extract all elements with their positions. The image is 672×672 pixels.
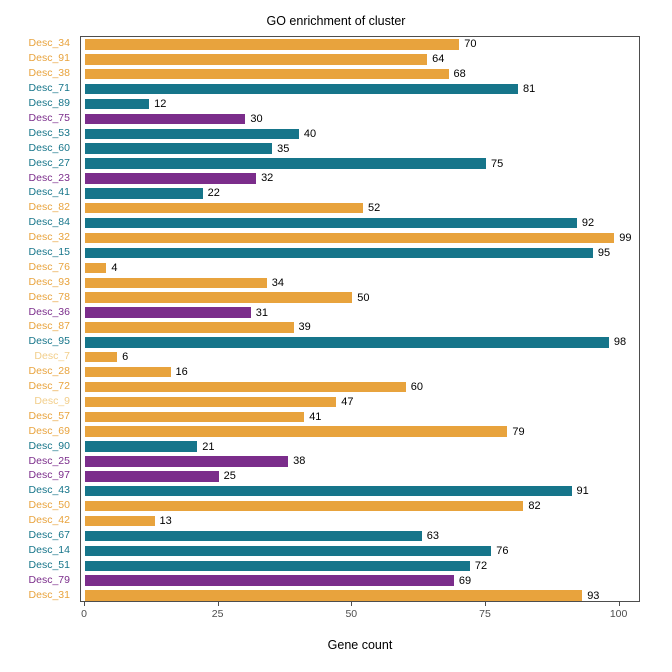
bar[interactable] (85, 84, 518, 94)
bar-value-label: 34 (271, 276, 285, 289)
bar-row (81, 365, 639, 380)
bar[interactable] (85, 263, 106, 273)
bar-value-label: 16 (175, 366, 188, 379)
bar[interactable] (85, 456, 288, 466)
y-axis-tick-label: Desc_38 (28, 67, 70, 80)
y-axis-tick-label: Desc_57 (28, 409, 70, 422)
bar-value-label: 98 (613, 336, 627, 349)
bar-value-label: 40 (303, 127, 317, 140)
x-axis-tick-mark (218, 602, 219, 606)
bar[interactable] (85, 561, 470, 571)
bar-row (81, 558, 639, 573)
y-axis-tick-label: Desc_97 (28, 469, 70, 482)
x-axis-tick-label: 75 (479, 608, 491, 620)
y-axis-tick-label: Desc_36 (28, 305, 70, 318)
bar-value-label: 82 (528, 500, 541, 513)
bar-row (81, 111, 639, 126)
y-axis-tick-label: Desc_50 (28, 499, 70, 512)
y-axis-tick-label: Desc_87 (28, 320, 70, 333)
y-axis-tick-label: Desc_34 (28, 37, 70, 50)
bar-value-label: 68 (453, 68, 466, 81)
y-axis-tick-label: Desc_69 (28, 424, 70, 437)
bar-value-label: 52 (368, 202, 381, 215)
y-axis-tick-label: Desc_15 (28, 245, 70, 258)
bar[interactable] (85, 352, 117, 362)
y-axis-tick-label: Desc_27 (28, 156, 70, 169)
bar-value-label: 47 (341, 395, 354, 408)
bar[interactable] (85, 278, 267, 288)
bar-value-label: 31 (255, 306, 268, 319)
bar-row (81, 409, 639, 424)
bar[interactable] (85, 546, 491, 556)
bar[interactable] (85, 441, 197, 451)
bar-value-label: 75 (490, 157, 504, 170)
bar[interactable] (85, 322, 294, 332)
bar-value-label: 41 (309, 410, 322, 423)
bar[interactable] (85, 129, 299, 139)
bar-row (81, 186, 639, 201)
y-axis-tick-label: Desc_95 (28, 335, 70, 348)
y-axis-tick-label: Desc_89 (28, 97, 70, 110)
bar-value-label: 25 (223, 470, 236, 483)
bar-row (81, 573, 639, 588)
bar-row (81, 529, 639, 544)
bar[interactable] (85, 248, 593, 258)
bar-value-label: 60 (410, 381, 424, 394)
bar[interactable] (85, 233, 614, 243)
bar[interactable] (85, 173, 256, 183)
bar-row (81, 350, 639, 365)
bar-value-label: 13 (159, 515, 172, 528)
x-axis-tick-label: 25 (211, 608, 224, 620)
y-axis-tick-label: Desc_25 (28, 454, 70, 467)
x-axis-tick-label: 50 (345, 608, 358, 620)
bar[interactable] (85, 203, 363, 213)
y-axis-tick-label: Desc_9 (34, 394, 70, 407)
bar-value-label: 6 (122, 351, 129, 364)
bar-row (81, 126, 639, 141)
bar-row (81, 335, 639, 350)
y-axis-tick-label: Desc_31 (28, 588, 70, 601)
bar-row (81, 499, 639, 514)
bar-value-label: 32 (261, 172, 274, 185)
bar[interactable] (85, 516, 155, 526)
bar-value-label: 38 (293, 455, 306, 468)
bar[interactable] (85, 307, 251, 317)
x-axis-tick-label: 0 (81, 608, 87, 620)
bar[interactable] (85, 158, 486, 168)
bar-row (81, 454, 639, 469)
bar-row (81, 320, 639, 335)
y-axis-tick-label: Desc_42 (28, 514, 70, 527)
bar-value-label: 81 (523, 83, 536, 96)
y-axis-tick-label: Desc_53 (28, 126, 70, 139)
bar-value-label: 76 (496, 544, 509, 557)
y-axis-tick-label: Desc_32 (28, 231, 70, 244)
y-axis-tick-label: Desc_14 (28, 543, 70, 556)
bar[interactable] (85, 486, 572, 496)
bar-value-label: 64 (432, 53, 445, 66)
bar-value-label: 30 (250, 112, 263, 125)
bar-row (81, 439, 639, 454)
y-axis-tick-label: Desc_84 (28, 216, 70, 229)
x-axis-tick-mark (485, 602, 486, 606)
bar-row (81, 260, 639, 275)
bar-row (81, 67, 639, 82)
bar-row (81, 484, 639, 499)
bar-value-label: 70 (464, 38, 477, 51)
bar[interactable] (85, 39, 459, 49)
bar[interactable] (85, 412, 304, 422)
y-axis-tick-label: Desc_76 (28, 260, 70, 273)
bar[interactable] (85, 397, 336, 407)
y-axis-tick-label: Desc_43 (28, 484, 70, 497)
y-axis-tick-label: Desc_91 (28, 52, 70, 65)
bar[interactable] (85, 337, 609, 347)
y-axis-tick-label: Desc_78 (28, 290, 70, 303)
bar-row (81, 290, 639, 305)
bar-row (81, 201, 639, 216)
bar-row (81, 141, 639, 156)
y-axis-tick-label: Desc_79 (28, 573, 70, 586)
bar-row (81, 305, 639, 320)
bar-value-label: 39 (298, 321, 311, 334)
x-axis-tick-mark (619, 602, 620, 606)
x-axis (80, 602, 640, 642)
y-axis-tick-label: Desc_23 (28, 171, 70, 184)
bar-row (81, 514, 639, 529)
bar[interactable] (85, 501, 523, 511)
y-axis-tick-label: Desc_90 (28, 439, 70, 452)
bar-value-label: 99 (619, 232, 632, 245)
bar-row (81, 469, 639, 484)
bar[interactable] (85, 575, 454, 585)
bar-value-label: 92 (581, 217, 595, 230)
y-axis-tick-label: Desc_7 (34, 350, 70, 363)
y-axis-tick-label: Desc_75 (28, 111, 70, 124)
bar-value-label: 35 (277, 142, 290, 155)
bar[interactable] (85, 471, 219, 481)
y-axis-labels (0, 36, 76, 602)
bar-row (81, 37, 639, 52)
y-axis-tick-label: Desc_67 (28, 528, 70, 541)
bar-value-label: 93 (587, 589, 600, 602)
y-axis-tick-label: Desc_41 (28, 186, 70, 199)
bar-row (81, 588, 639, 603)
bar[interactable] (85, 99, 149, 109)
bar-row (81, 97, 639, 112)
x-axis-tick-mark (84, 602, 85, 606)
y-axis-tick-label: Desc_51 (28, 558, 70, 571)
bar[interactable] (85, 69, 449, 79)
bar-row (81, 246, 639, 261)
chart-title: GO enrichment of cluster (266, 14, 406, 28)
bar[interactable] (85, 218, 577, 228)
bar-series (81, 37, 639, 601)
bar-row (81, 156, 639, 171)
y-axis-tick-label: Desc_82 (28, 201, 70, 214)
bar-value-label: 12 (154, 98, 167, 111)
y-axis-tick-label: Desc_93 (28, 275, 70, 288)
y-axis-tick-label: Desc_28 (28, 365, 70, 378)
bar-row (81, 394, 639, 409)
bar-value-label: 63 (426, 529, 440, 542)
bar[interactable] (85, 114, 245, 124)
x-axis-tick-mark (351, 602, 352, 606)
bar[interactable] (85, 292, 352, 302)
bar-row (81, 380, 639, 395)
x-axis-title: Gene count (327, 638, 393, 652)
bar[interactable] (85, 590, 582, 600)
bar-value-label: 79 (512, 425, 525, 438)
bar-row (81, 216, 639, 231)
bar-value-label: 50 (357, 291, 370, 304)
bar[interactable] (85, 188, 203, 198)
bar-value-label: 69 (458, 574, 472, 587)
y-axis-tick-label: Desc_60 (28, 141, 70, 154)
bar-row (81, 231, 639, 246)
bar[interactable] (85, 143, 272, 153)
y-axis-tick-label: Desc_72 (28, 380, 70, 393)
bar-row (81, 424, 639, 439)
bar[interactable] (85, 367, 171, 377)
bar-value-label: 22 (207, 187, 220, 200)
bar-value-label: 21 (202, 440, 215, 453)
bar-row (81, 171, 639, 186)
bar-row (81, 82, 639, 97)
bar-row (81, 275, 639, 290)
bar[interactable] (85, 531, 422, 541)
bar[interactable] (85, 426, 507, 436)
plot-panel (80, 36, 640, 602)
bar-value-label: 4 (111, 261, 118, 274)
bar-row (81, 543, 639, 558)
bar-row (81, 52, 639, 67)
bar[interactable] (85, 54, 427, 64)
bar-value-label: 72 (474, 559, 488, 572)
y-axis-tick-label: Desc_71 (28, 82, 70, 95)
bar-value-label: 91 (576, 485, 589, 498)
bar-value-label: 95 (597, 246, 611, 259)
bar[interactable] (85, 382, 406, 392)
x-axis-tick-label: 100 (609, 608, 628, 620)
